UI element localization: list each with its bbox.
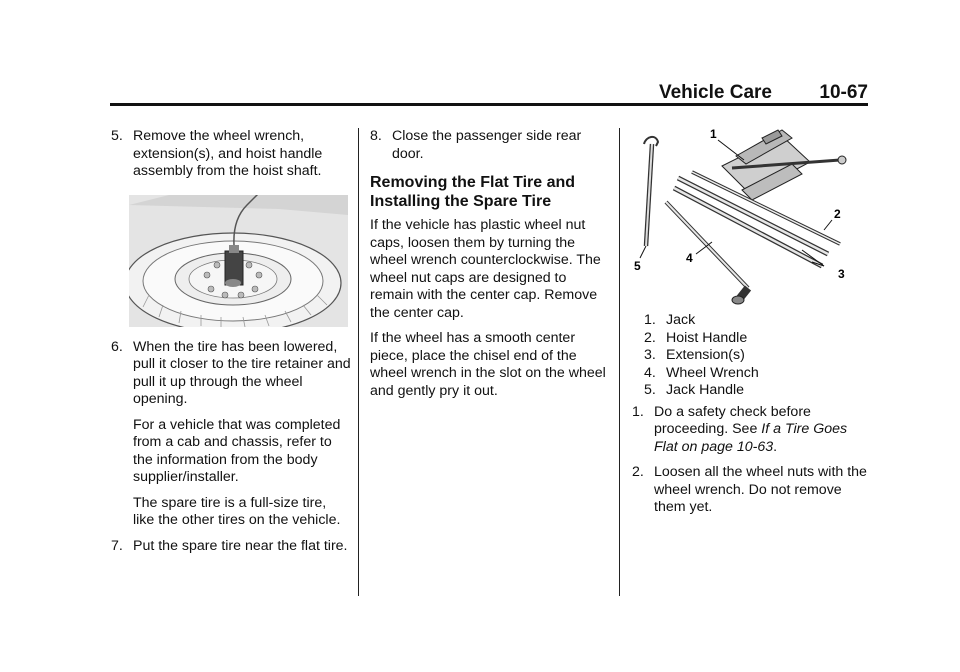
- column-divider-2: [619, 128, 620, 596]
- column-3: [632, 128, 872, 517]
- step-number: 1.: [632, 403, 644, 420]
- legend-item: 4. Wheel Wrench: [644, 364, 759, 381]
- page-number: 10-67: [819, 82, 868, 103]
- legend-item: 1. Jack: [644, 312, 696, 328]
- step-text: Close the passenger side rear door.: [392, 128, 582, 162]
- callout-2: 2: [834, 207, 841, 221]
- step-1: 1. Do a safety check before proceeding. See If a Tire Goes Flat on page 10-63.: [632, 403, 848, 455]
- section-heading: Removing the Flat Tire and Installing the Spare Tire: [370, 174, 576, 210]
- figure-legend: [632, 312, 872, 400]
- column-2: [370, 128, 610, 400]
- callout-4: 4: [686, 251, 693, 265]
- step-number: 6.: [111, 338, 123, 355]
- header-rule: [110, 103, 868, 106]
- step-number: 8.: [370, 128, 382, 144]
- step-number: 2.: [632, 464, 644, 480]
- paragraph-smooth-center: If the wheel has a smooth center piece, place the chisel end of the wheel wrench in the slot on the wheel and gently pry it out.: [370, 330, 606, 399]
- step-number: 5.: [111, 128, 123, 144]
- paragraph-wheel-nut-caps: If the vehicle has plastic wheel nut caps, loosen them by turning the wheel wrench counterclockwise. The wheel nut caps are designed to remain with the center cap. Remove the center cap.: [370, 217, 601, 321]
- step-text: Remove the wheel wrench, extension(s), and hoist handle assembly from the hoist shaft.: [133, 128, 323, 179]
- step-6-note-2: The spare tire is a full-size tire, like the other tires on the vehicle.: [133, 494, 341, 528]
- column-divider-1: [358, 128, 359, 596]
- callout-3: 3: [838, 267, 845, 281]
- column-1: [111, 128, 351, 555]
- step-text: Put the spare tire near the flat tire.: [133, 537, 348, 554]
- jack-and-tools-illustration: [632, 116, 858, 306]
- step-text: When the tire has been lowered, pull it closer to the tire retainer and pull it up through the wheel opening.: [133, 338, 351, 407]
- callout-5: 5: [634, 259, 641, 273]
- legend-item: 3. Extension(s): [644, 347, 745, 363]
- legend-item: 5. Jack Handle: [644, 382, 745, 398]
- callout-1: 1: [710, 127, 717, 141]
- section-title: Vehicle Care: [658, 82, 772, 103]
- step-6: [111, 339, 351, 409]
- step-text: Do a safety check before proceeding. See: [654, 403, 811, 437]
- step-2: [632, 464, 872, 517]
- step-8: [370, 128, 610, 163]
- step-text: Loosen all the wheel nuts with the wheel wrench. Do not remove them yet.: [654, 464, 867, 515]
- spare-tire-illustration: [129, 195, 348, 327]
- page-header: [110, 82, 868, 104]
- step-7: [111, 538, 351, 556]
- cross-reference-link[interactable]: If a Tire Goes Flat on page 10-63: [654, 421, 848, 455]
- step-5: [111, 128, 351, 181]
- legend-item: 2. Hoist Handle: [644, 329, 748, 346]
- step-number: 7.: [111, 537, 123, 554]
- step-6-note-1: For a vehicle that was completed from a cab and chassis, refer to the information from the body supplier/installer.: [133, 416, 341, 485]
